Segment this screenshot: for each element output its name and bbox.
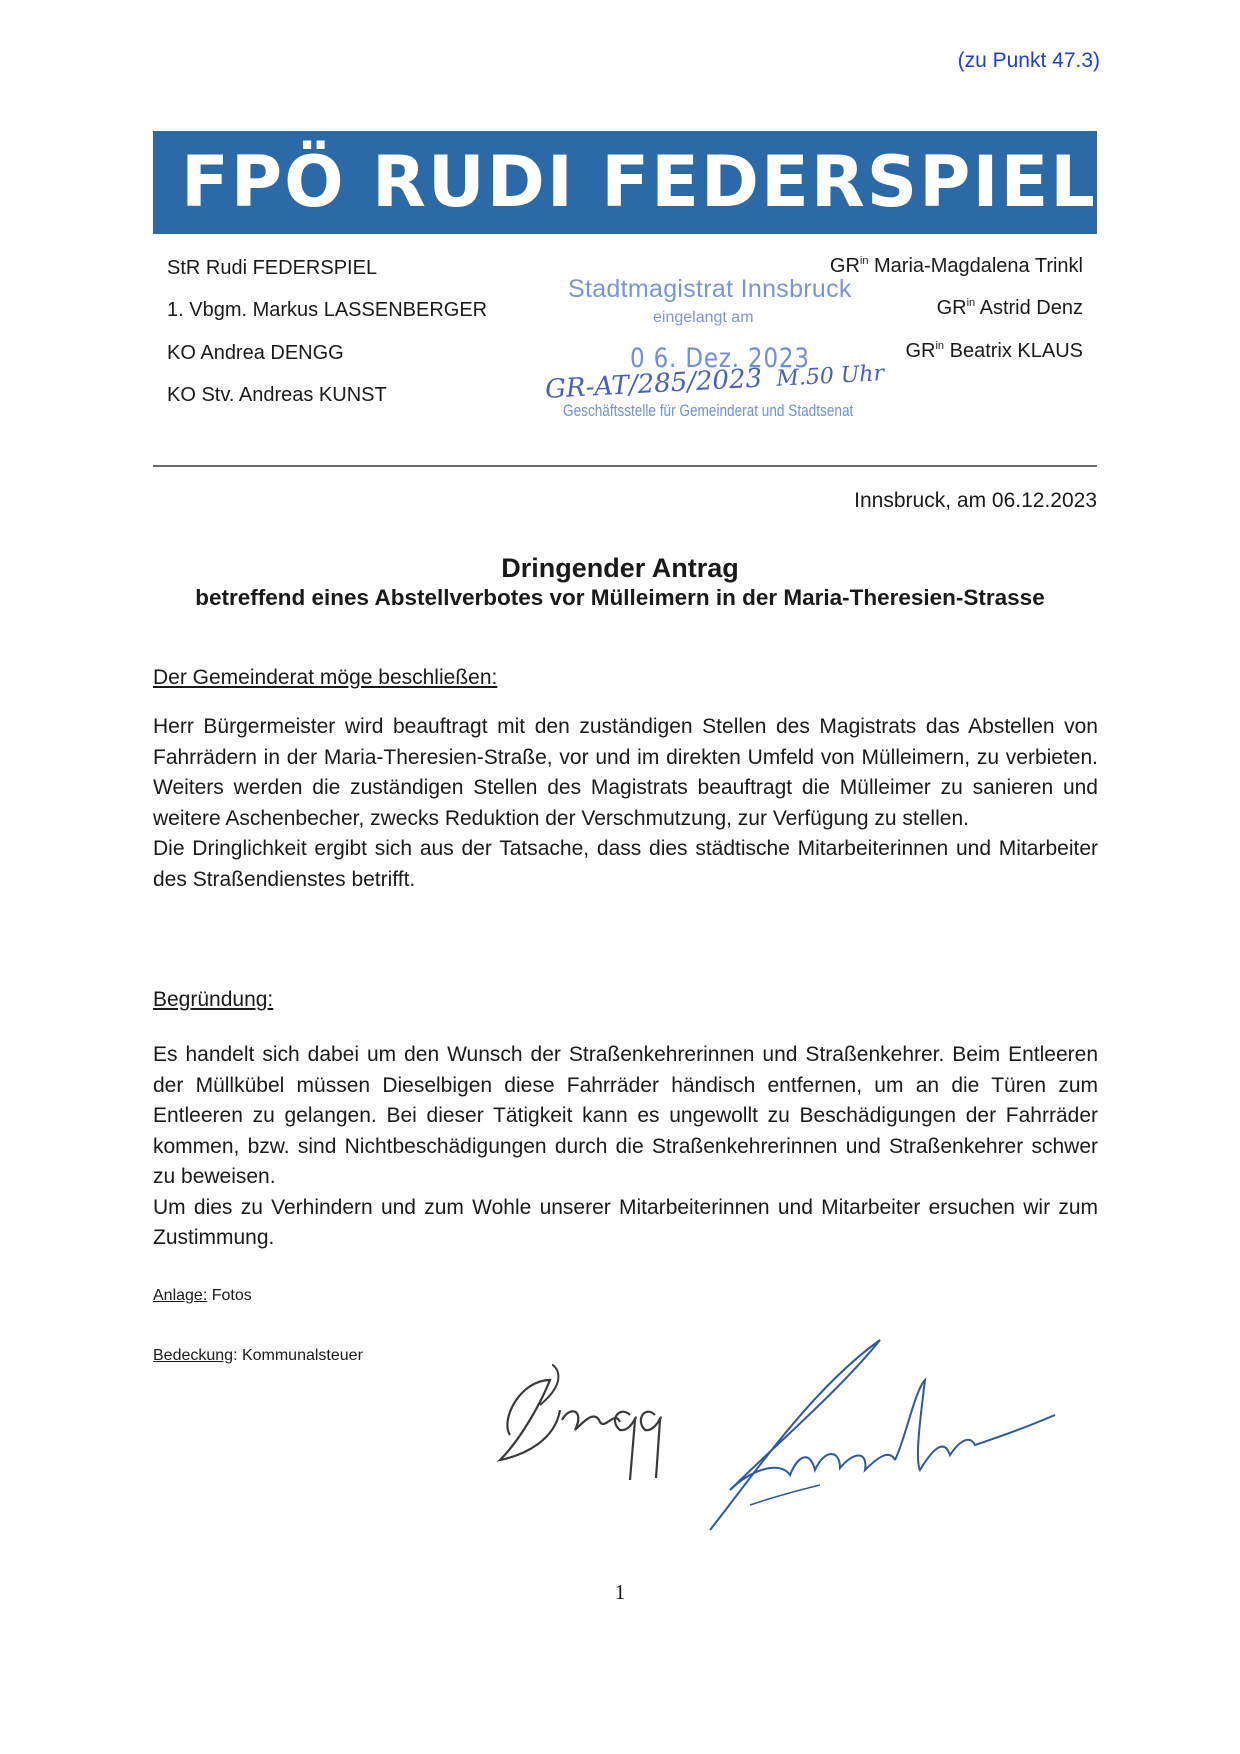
urgency-paragraph: Die Dringlichkeit ergibt sich aus der Tatsache, dass dies städtische Mitarbeiterinnen und Mitarbeiter des Straßendienstes betrifft. xyxy=(153,837,1098,891)
document-subtitle: betreffend eines Abstellverbotes vor Mülleimern in der Maria-Theresien-Strasse xyxy=(195,585,1045,610)
signatory-left-2: 1. Vbgm. Markus LASSENBERGER xyxy=(167,299,488,321)
signature-dengg xyxy=(480,1360,700,1490)
signatory-left-4: KO Stv. Andreas KUNST xyxy=(167,384,387,406)
signatory-right-2: $GR^{in}$ Astrid Denz xyxy=(936,297,1083,319)
place-date: Innsbruck, am 06.12.2023 xyxy=(854,489,1097,512)
motion-paragraph: Herr Bürgermeister wird beauftragt mit den zuständigen Stellen des Magistrats das Abstellen von Fahrrädern in der Maria-Theresien-Straße, vor und im direkten Umfeld von Mülleimern, zu verbieten. Weiters werden die zuständigen Stellen des Magistrats beauftragt die Mülleimer zu sanieren und weitere Aschenbecher, zwecks Reduktion der Verschmutzung, zur Verfügung zu stellen. xyxy=(153,715,1098,830)
signatory-right-3: $GR^{in}$ Beatrix KLAUS xyxy=(905,340,1083,362)
stamp-department: Geschäftsstelle für Gemeinderat und Stadtsenat xyxy=(563,401,854,420)
justification-heading: Begründung: xyxy=(153,988,274,1011)
motion-heading: Der Gemeinderat möge beschließen: xyxy=(153,666,498,689)
signature-lassenberger xyxy=(690,1330,1070,1540)
attachment-line: Anlage: Fotos xyxy=(153,1287,252,1304)
party-banner: FPÖ RUDI FEDERSPIEL xyxy=(153,131,1097,234)
signatory-right-1: $GR^{in}$ Maria-Magdalena Trinkl xyxy=(829,255,1083,277)
stamp-time-note: M.50 Uhr xyxy=(775,361,885,392)
justification-body xyxy=(153,1040,1098,1254)
signatory-left-3: KO Andrea DENGG xyxy=(167,342,344,364)
stamp-title: Stadtmagistrat Innsbruck xyxy=(568,275,852,303)
coverage-line: Bedeckung: Kommunalsteuer xyxy=(153,1347,363,1364)
document-title: Dringender Antrag xyxy=(501,553,739,583)
stamp-file-code: GR-AT/285/2023 M.50 Uhr xyxy=(544,361,885,405)
justification-paragraph: Es handelt sich dabei um den Wunsch der Straßenkehrerinnen und Straßenkehrer. Beim Entleeren der Müllkübel müssen Dieselbigen diese Fahrräder händisch entfernen, um an die Türen zum Entleeren zu gelangen. Bei dieser Tätigkeit kann es ungewollt zu Beschädigungen der Fahrräder kommen, bzw. sind Nichtbeschädigungen durch die Straßenkehrerinnen und Straßenkehrer schwer zu beweisen. xyxy=(153,1043,1098,1188)
agenda-reference: (zu Punkt 47.3) xyxy=(957,49,1100,72)
request-paragraph: Um dies zu Verhindern und zum Wohle unserer Mitarbeiterinnen und Mitarbeiter ersuchen wir zum Zustimmung. xyxy=(153,1195,1098,1249)
motion-body xyxy=(153,712,1098,895)
header-divider xyxy=(153,465,1097,467)
stamp-date: 0 6. Dez. 2023 xyxy=(630,343,810,374)
page-number: 1 xyxy=(614,1580,626,1604)
stamp-received-label: eingelangt am xyxy=(653,309,754,326)
signatory-left-1: StR Rudi FEDERSPIEL xyxy=(167,257,378,279)
